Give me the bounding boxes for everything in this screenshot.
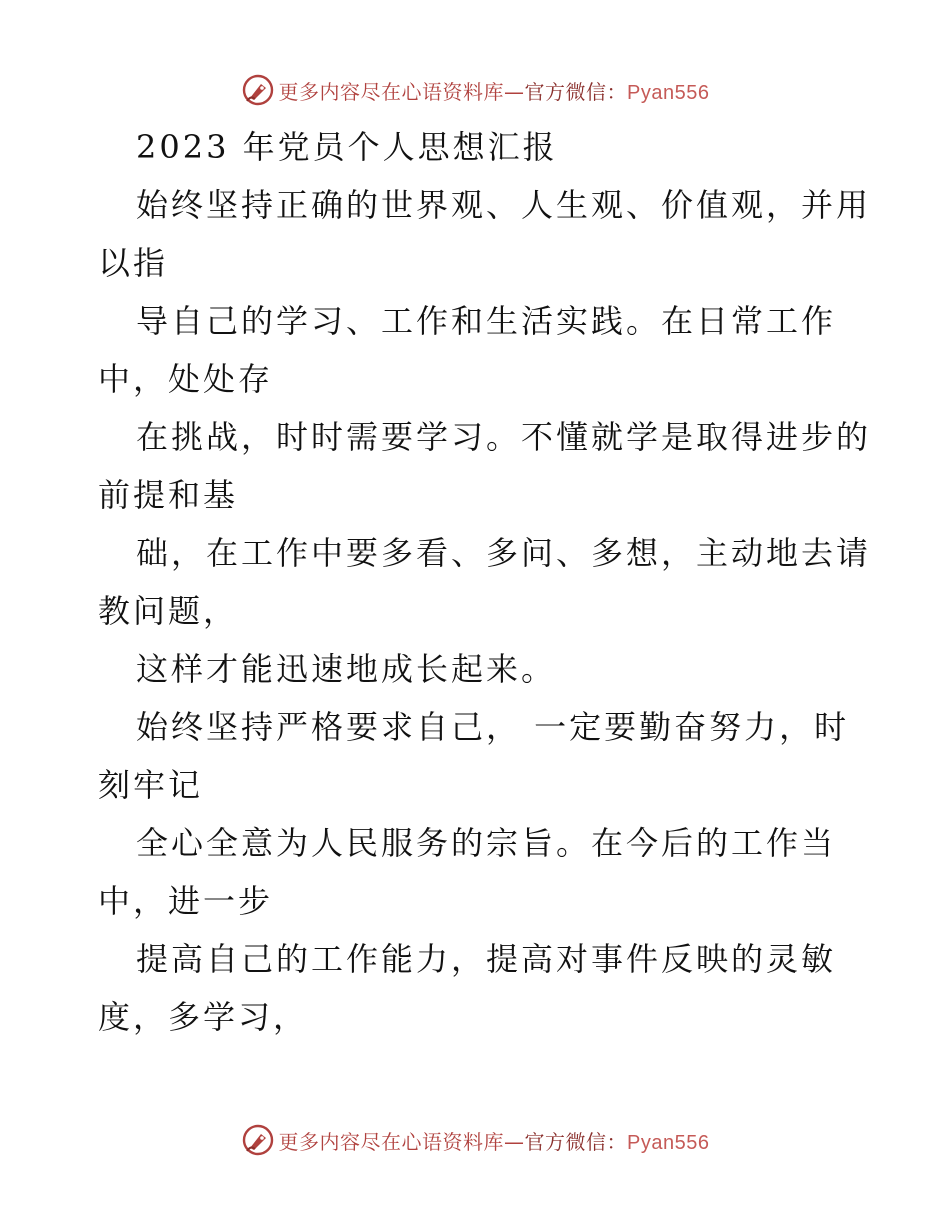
header-watermark xyxy=(0,70,950,110)
paragraph-line: 始终坚持严格要求自己， 一定要勤奋努力，时 xyxy=(136,708,850,746)
watermark-text: 更多内容尽在心语资料库—官方微信：Pyan556 xyxy=(278,1129,710,1154)
paragraph-line: 始终坚持正确的世界观、人生观、价值观，并用 xyxy=(136,186,872,224)
paragraph-line: 中，处处存 xyxy=(98,360,274,398)
paragraph-line: 全心全意为人民服务的宗旨。在今后的工作当 xyxy=(136,824,837,862)
paragraph-line: 在挑战，时时需要学习。不懂就学是取得进步的 xyxy=(136,418,872,456)
paragraph-line: 提高自己的工作能力，提高对事件反映的灵敏 xyxy=(136,940,837,978)
document-title: 2023 年党员个人思想汇报 xyxy=(136,128,558,166)
paragraph-line: 以指 xyxy=(98,244,169,282)
paragraph-line: 度，多学习， xyxy=(98,998,309,1036)
paragraph-line: 教问题， xyxy=(98,592,239,630)
paragraph-line: 这样才能迅速地成长起来。 xyxy=(136,650,557,688)
pen-nib-logo-icon xyxy=(241,1123,275,1157)
paragraph-line: 中，进一步 xyxy=(98,882,274,920)
watermark-text: 更多内容尽在心语资料库—官方微信：Pyan556 xyxy=(278,79,710,104)
paragraph-line: 刻牢记 xyxy=(98,766,204,804)
pen-nib-logo-icon xyxy=(241,73,275,107)
footer-watermark xyxy=(0,1120,950,1160)
paragraph-line: 前提和基 xyxy=(98,476,239,514)
document-body xyxy=(98,118,872,1046)
paragraph-line: 导自己的学习、工作和生活实践。在日常工作 xyxy=(136,302,837,340)
paragraph-line: 础，在工作中要多看、多问、多想，主动地去请 xyxy=(136,534,872,572)
